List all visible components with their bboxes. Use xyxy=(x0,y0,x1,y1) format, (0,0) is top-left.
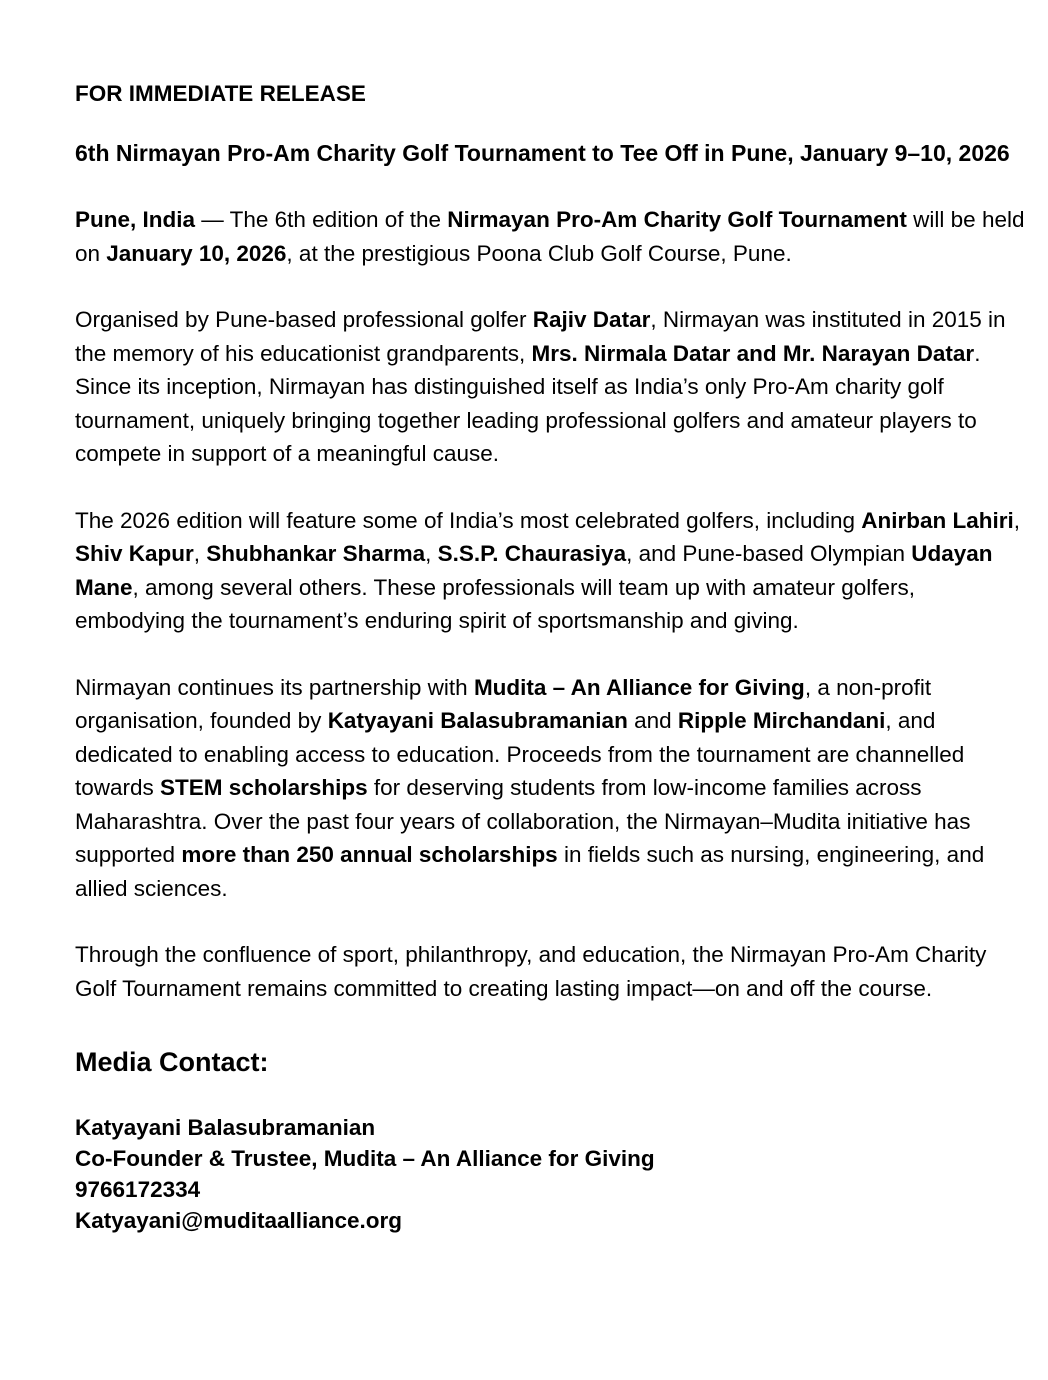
paragraph-bold-text: Udayan Mane xyxy=(75,541,993,600)
paragraph xyxy=(75,203,1027,270)
contact-email: Katyayani@muditaalliance.org xyxy=(75,1208,403,1233)
paragraph-bold-text: Mrs. Nirmala Datar and Mr. Narayan Datar xyxy=(531,340,975,366)
paragraph-bold-text: more than 250 annual scholarships xyxy=(181,842,558,867)
paragraph-text: , xyxy=(193,541,207,566)
paragraph-bold-text: STEM scholarships xyxy=(160,775,368,800)
paragraph-text: Through the confluence of sport, philanthropy, and education, the Nirmayan Pro-Am Charity Golf Tournament remains committed to creating lasting impact—on and off the course. xyxy=(75,942,987,1001)
paragraph-bold-text: Pune, India xyxy=(75,207,196,232)
paragraph-bold-text: Ripple Mirchandani xyxy=(677,708,886,733)
paragraph-bold-text: Shiv Kapur xyxy=(75,541,194,566)
contact-title: Co-Founder & Trustee, Mudita – An Alliance for Giving xyxy=(75,1146,655,1171)
paragraph-text: Organised by Pune-based professional golfer xyxy=(75,307,533,332)
paragraph-text: , a non-profit organisation, founded by xyxy=(75,674,932,733)
paragraph-text: — The 6th edition of the xyxy=(195,207,448,232)
contact-name: Katyayani Balasubramanian xyxy=(75,1115,376,1140)
contact-block xyxy=(75,1112,1027,1236)
paragraph-bold-text: January 10, 2026 xyxy=(106,240,287,266)
paragraph-bold-text: Anirban Lahiri xyxy=(861,507,1014,533)
release-label: FOR IMMEDIATE RELEASE xyxy=(75,81,366,106)
paragraph-text: Nirmayan continues its partnership with xyxy=(75,674,474,700)
paragraph-text: , at the prestigious Poona Club Golf Course, Pune. xyxy=(286,240,792,266)
contact-phone: 9766172334 xyxy=(75,1177,201,1202)
body-paragraphs xyxy=(75,203,1027,1005)
paragraph-text: , and Pune-based Olympian xyxy=(626,541,912,566)
paragraph xyxy=(75,303,1027,471)
paragraph-text: and xyxy=(627,708,678,733)
paragraph-bold-text: Katyayani Balasubramanian xyxy=(327,708,628,733)
paragraph-bold-text: Rajiv Datar xyxy=(532,307,651,332)
paragraph-text: , and dedicated to enabling access to education. Proceeds from the tournament are channelled towards xyxy=(75,708,965,800)
paragraph-bold-text: S.S.P. Chaurasiya xyxy=(437,541,627,566)
paragraph-text: , Nirmayan was instituted in 2015 in the memory of his educationist grandparents, xyxy=(75,307,1006,366)
paragraph-bold-text: Mudita – An Alliance for Giving xyxy=(473,674,805,700)
paragraph-text: , among several others. These professionals will team up with amateur golfers, embodying the tournament’s enduring spirit of sportsmanship and giving. xyxy=(75,574,915,633)
paragraph-text: The 2026 edition will feature some of India’s most celebrated golfers, including xyxy=(75,507,862,533)
document-content xyxy=(75,80,1027,1236)
paragraph xyxy=(75,938,1027,1005)
media-contact-heading: Media Contact: xyxy=(75,1047,269,1077)
paragraph-text: for deserving students from low-income families across Maharashtra. Over the past four years of collaboration, the Nirmayan–Mudita initiative has supported xyxy=(75,775,971,867)
headline: 6th Nirmayan Pro-Am Charity Golf Tournament to Tee Off in Pune, January 9–10, 2026 xyxy=(75,140,1010,166)
paragraph-text: , xyxy=(425,541,438,566)
paragraph-bold-text: Shubhankar Sharma xyxy=(206,541,426,566)
paragraph-text: will be held on xyxy=(75,207,1025,266)
paragraph xyxy=(75,504,1027,638)
paragraph-bold-text: Nirmayan Pro-Am Charity Golf Tournament xyxy=(447,207,907,232)
paragraph xyxy=(75,671,1027,906)
paragraph-text: in fields such as nursing, engineering, and allied sciences. xyxy=(75,842,985,901)
paragraph-text: , xyxy=(1013,507,1021,533)
paragraph-text: . Since its inception, Nirmayan has distinguished itself as India’s only Pro-Am charity golf tournament, uniquely bringing together leading professional golfers and amateur players to compete in support of a meaningful cause. xyxy=(75,340,981,466)
